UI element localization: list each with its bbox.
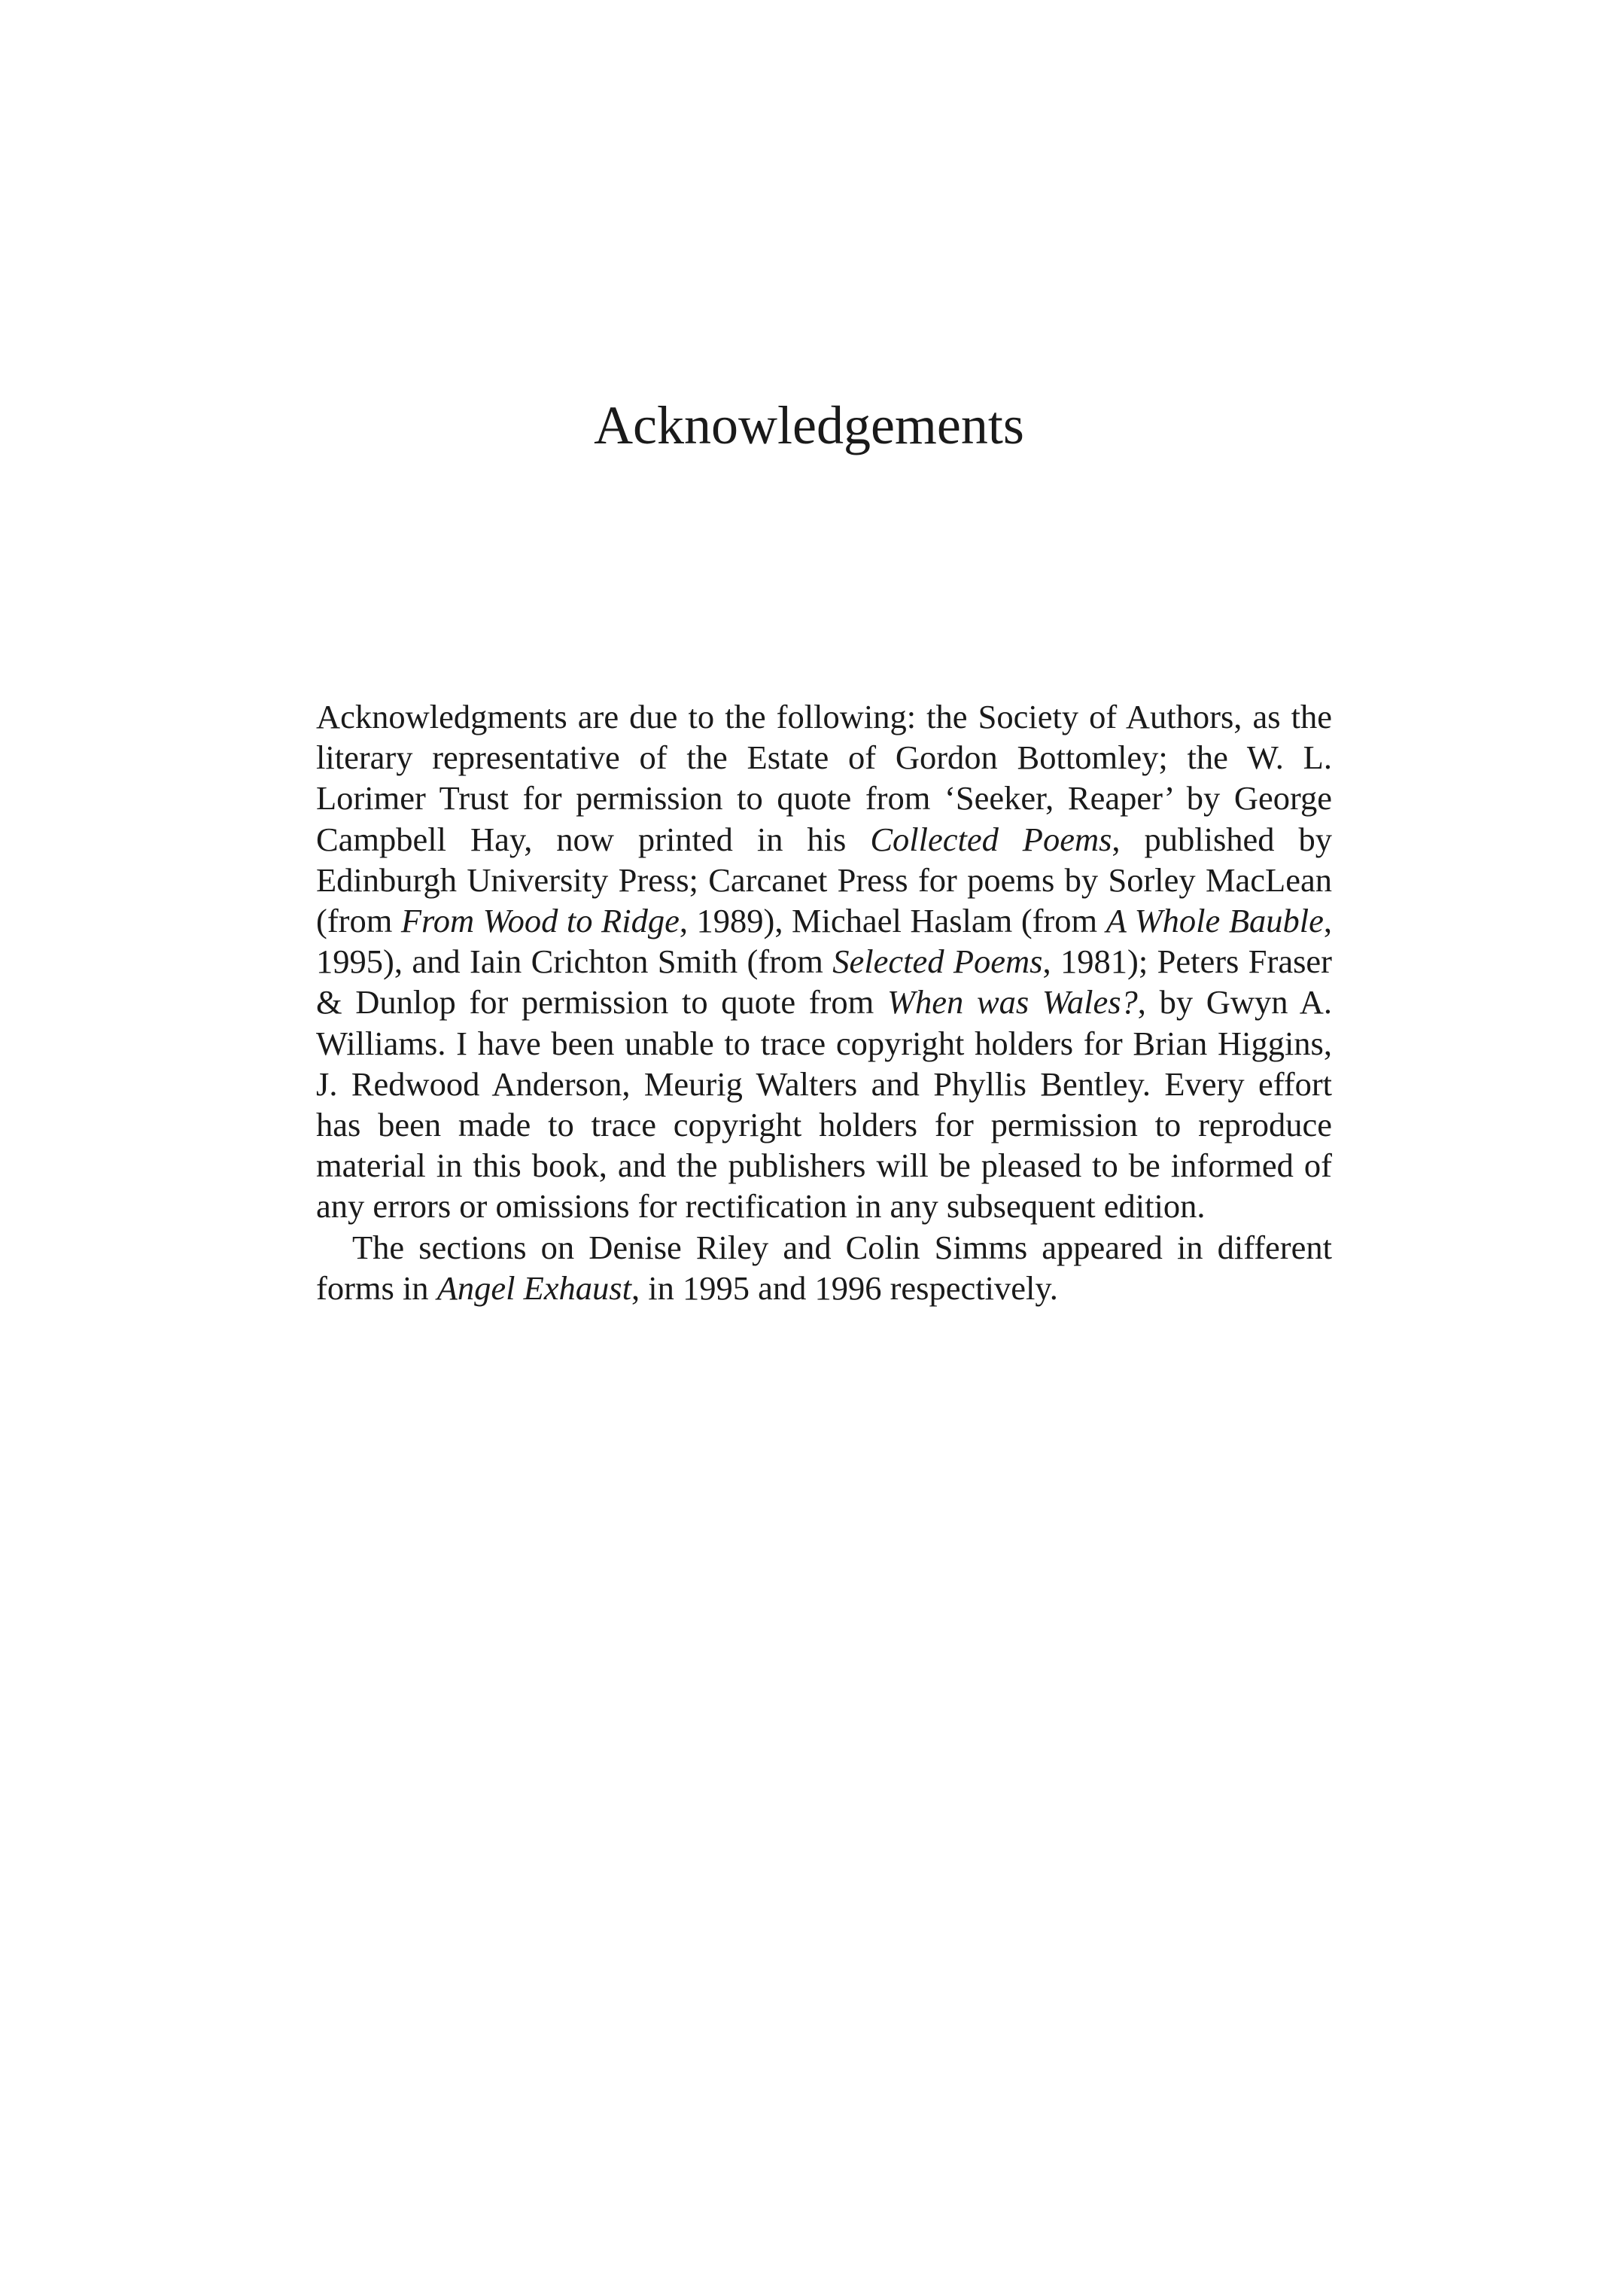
book-title: A Whole Bauble [1106, 902, 1324, 940]
text-segment: , published by Edinburgh University Press; Carcanet Press for poems by Sorley MacLean (from [316, 820, 1332, 940]
text-segment: Acknowledgments are due to the following: the Society of Authors, as the literary representative of the Estate of Gordon Bottomley; the W. L. Lorimer Trust for permission to quote from ‘Seeker, Reaper’ by George Campbell Hay, now printed in his [316, 698, 1332, 858]
book-title: When was Wales? [887, 983, 1138, 1022]
text-segment: , 1995), and Iain Crichton Smith (from [316, 902, 1332, 981]
acknowledgements-paragraph [316, 696, 1332, 1227]
text-segment: , in 1995 and 1996 respectively. [631, 1268, 1058, 1307]
sections-paragraph [316, 1227, 1332, 1308]
page-title: Acknowledgements [594, 395, 1024, 455]
journal-title: Angel Exhaust [436, 1268, 631, 1307]
text-segment: , 1989), Michael Haslam (from [679, 902, 1106, 940]
book-title: Collected Poems [870, 820, 1112, 858]
text-segment: The sections on Denise Riley and Colin Simms appeared in different forms in [316, 1228, 1332, 1307]
acknowledgements-body [316, 696, 1332, 1308]
text-segment: , 1981); Peters Fraser & Dunlop for permission to quote from [316, 942, 1332, 1022]
book-title: Selected Poems [832, 942, 1043, 981]
book-title: From Wood to Ridge [400, 902, 680, 940]
text-segment: , by Gwyn A. Williams. I have been unable to trace copyright holders for Brian Higgins, J. Redwood Anderson, Meurig Walters and Phyllis Bentley. Every effort has been made to trace copyright holders for permission to reproduce material in this book, and the publishers will be pleased to be informed of any errors or omissions for rectification in any subsequent edition. [316, 983, 1332, 1226]
